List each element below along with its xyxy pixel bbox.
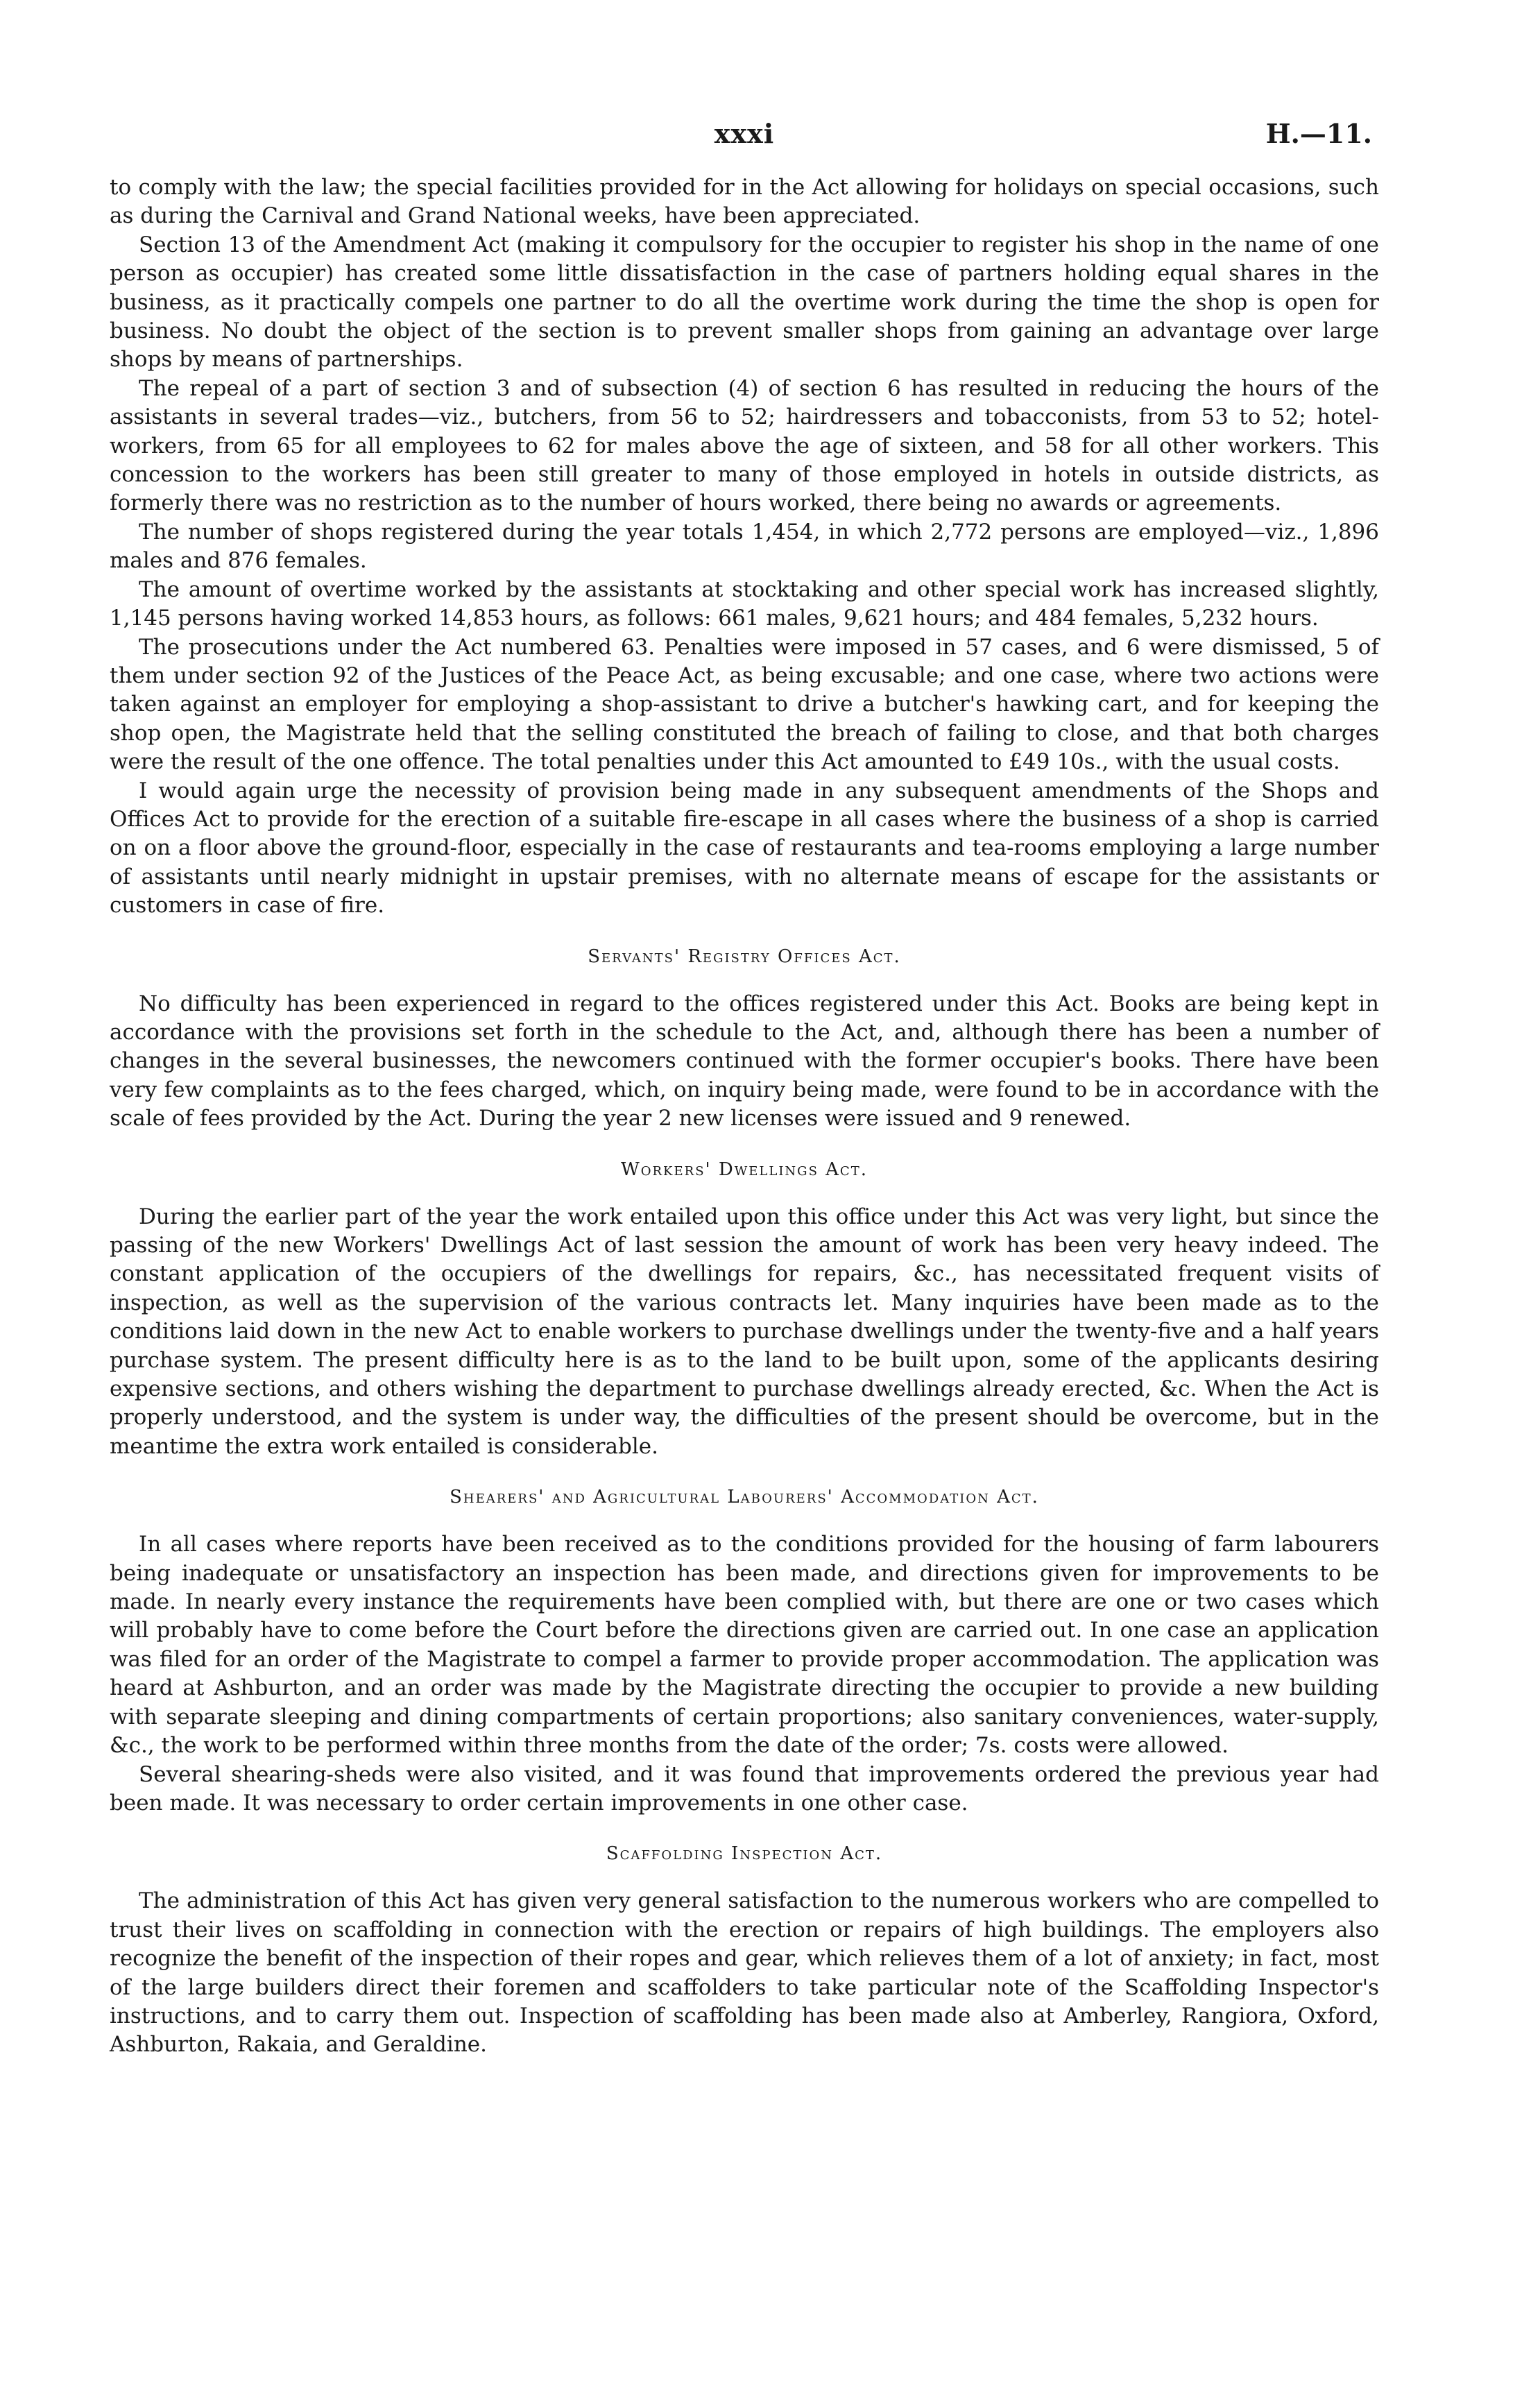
section-heading: Workers' Dwellings Act. <box>621 1159 868 1180</box>
paragraph: No difficulty has been experienced in regard to the offices registered under this Act. Books are being kept in accordance with the provisions set forth in the schedule to the Act, and, although there has been a number of changes in the several businesses, the newcomers continued with the former occupier's books. There have been very few complaints as to the fees charged, which, on inquiry being made, were found to be in accordance with the scale of fees provided by the Act. During the year 2 new licenses were issued and 9 renewed. <box>110 991 1379 1131</box>
paragraph: Several shearing-sheds were also visited, and it was found that improvements ordered the previous year had been made. It was necessary to order certain improvements in one other case. <box>110 1761 1379 1815</box>
paragraph: Section 13 of the Amendment Act (making it compulsory for the occupier to register his shop in the name of one person as occupier) has created some little dissatisfaction in the case of partners holding equal shares in the business, as it practically compels one partner to do all the overtime work during the time the shop is open for business. No doubt the object of the section is to prevent smaller shops from gaining an advantage over large shops by means of partnerships. <box>110 232 1379 373</box>
document-reference: H.—11. <box>1265 118 1372 149</box>
document-page <box>110 118 1379 2060</box>
paragraph: In all cases where reports have been received as to the conditions provided for the housing of farm labourers being inadequate or unsatisfactory an inspection has been made, and directions given for improvements to be made. In nearly every instance the requirements have been complied with, but there are one or two cases which will probably have to come before the Court before the directions given are carried out. In one case an application was filed for an order of the Magistrate to compel a farmer to provide proper accommodation. The application was heard at Ashburton, and an order was made by the Magistrate directing the occupier to provide a new building with separate sleeping and dining compartments of certain proportions; also sanitary conveniences, water-supply, &c., the work to be performed within three months from the date of the order; 7s. costs were allowed. <box>110 1532 1379 1759</box>
section-heading: Servants' Registry Offices Act. <box>588 946 901 967</box>
paragraph: I would again urge the necessity of provision being made in any subsequent amendments of the Shops and Offices Act to provide for the erection of a suitable fire-escape in all cases where the business of a shop is carried on on a floor above the ground-floor, especially in the case of restaurants and tea-rooms employing a large number of assistants until nearly midnight in upstair premises, with no alternate means of escape for the assistants or customers in case of fire. <box>110 778 1379 918</box>
section-workers-dwellings <box>110 1159 1379 1462</box>
paragraph: The prosecutions under the Act numbered 63. Penalties were imposed in 57 cases, and 6 were dismissed, 5 of them under section 92 of the Justices of the Peace Act, as being excusable; and one case, where two actions were taken against an employer for employing a shop-assistant to drive a butcher's hawking cart, and for keeping the shop open, the Magistrate held that the selling constituted the breach of failing to close, and that both charges were the result of the one offence. The total penalties under this Act amounted to £49 10s., with the usual costs. <box>110 634 1379 775</box>
paragraph: The repeal of a part of section 3 and of subsection (4) of section 6 has resulted in reducing the hours of the assistants in several trades—viz., butchers, from 56 to 52; hairdressers and tobacconists, from 53 to 52; hotel-workers, from 65 for all employees to 62 for males above the age of sixteen, and 58 for all other workers. This concession to the workers has been still greater to many of those employed in hotels in outside districts, as formerly there was no restriction as to the number of hours worked, there being no awards or agreements. <box>110 375 1379 516</box>
body-text <box>110 173 1379 2060</box>
paragraph: to comply with the law; the special facilities provided for in the Act allowing for holidays on special occasions, such as during the Carnival and Grand National weeks, have been appreciated. <box>110 175 1379 229</box>
section-heading: Shearers' and Agricultural Labourers' Accommodation Act. <box>450 1487 1039 1508</box>
paragraph: The amount of overtime worked by the assistants at stocktaking and other special work has increased slightly, 1,145 persons having worked 14,853 hours, as follows: 661 males, 9,621 hours; and 484 females, 5,232 hours. <box>110 576 1379 631</box>
section-servants-registry-offices <box>110 946 1379 1134</box>
section-heading: Scaffolding Inspection Act. <box>606 1843 883 1865</box>
paragraph: During the earlier part of the year the work entailed upon this office under this Act was very light, but since the passing of the new Workers' Dwellings Act of last session the amount of work has been very heavy indeed. The constant application of the occupiers of the dwellings for repairs, &c., has necessitated frequent visits of inspection, as well as the supervision of the various contracts let. Many inquiries have been made as to the conditions laid down in the new Act to enable workers to purchase dwellings under the twenty-five and a half years purchase system. The present difficulty here is as to the land to be built upon, some of the applicants desiring expensive sections, and others wishing the department to purchase dwellings already erected, &c. When the Act is properly understood, and the system is under way, the difficulties of the present should be overcome, but in the meantime the extra work entailed is considerable. <box>110 1204 1379 1459</box>
running-head <box>110 118 1379 173</box>
page-number: xxxi <box>714 118 775 149</box>
paragraph: The number of shops registered during the year totals 1,454, in which 2,772 persons are employed—viz., 1,896 males and 876 females. <box>110 519 1379 574</box>
paragraph: The administration of this Act has given very general satisfaction to the numerous workers who are compelled to trust their lives on scaffolding in connection with the erection or repairs of high buildings. The employers also recognize the benefit of the inspection of their ropes and gear, which relieves them of a lot of anxiety; in fact, most of the large builders direct their foremen and scaffolders to take particular note of the Scaffolding Inspector's instructions, and to carry them out. Inspection of scaffolding has been made also at Amberley, Rangiora, Oxford, Ashburton, Rakaia, and Geraldine. <box>110 1888 1379 2058</box>
section-shearers-accommodation <box>110 1486 1379 1818</box>
section-scaffolding-inspection <box>110 1843 1379 2059</box>
